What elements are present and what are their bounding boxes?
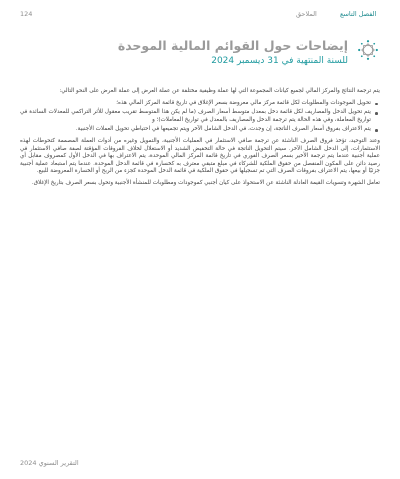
- list-item: تحويل الموجودات والمطلوبات لكل قائمة مركز مالي معروضة بسعر الإغلاق في تاريخ قائمة المركز المالي هذه؛: [20, 100, 371, 108]
- goodwill-paragraph: تعامل الشهرة وتسويات القيمة العادلة الناشئة عن الاستحواذ على كيان أجنبي كموجودات ومطلوبات للمنشأة الأجنبية وتحول بسعر الصرف بتاريخ الإغلاق.: [31, 179, 380, 186]
- consolidation-paragraph: وعند التوحيد، تؤخذ فروق الصرف الناشئة عن ترجمة صافي الاستثمار في العمليات الأجنبية، والتمويل وغيره من أدوات العملة المصممة كتحوطات لهذه الاستثمارات، إلى الدخل الشامل الآخر. سيتم التحويل الناتجة في حالة التخفيض الشديد أو الاستغلال لخلاف الفروقات المؤقتة لصفة صافي الاستثمار في عملية أجنبية عندما يتم ترجمة الأخير بسعر الصرف الفوري في تاريخ قائمة المركز المالي الموحدة، يتم الاعتراف بها في الدخل الأول كمصروف مقابل أي رصيد دائن على المكون المنفصل من حقوق الملكية للشركاء في مبلغ متبقي معترف به كخسارة في قائمة الدخل الموحدة. عندما يتم استبعاد عملية أجنبية جزئيًا أو بيعها، يتم الاعتراف بفروقات الصرف التي تم تسجيلها في حقوق الملكية في قائمة الدخل الموحدة كجزء من الربح أو الخسارة المعروضة للبيع.: [20, 137, 380, 175]
- intro-paragraph: يتم ترجمة النتائج والمركز المالي لجميع كيانات المجموعة التي لها عملة وظيفية مختلفة عن عملة العرض إلى عملة العرض على النحو التالي:: [59, 88, 380, 94]
- header-appendix-label: الملاحق: [296, 10, 317, 18]
- header-chapter-label: الفصل التاسع: [340, 10, 377, 18]
- footer-report-name: التقرير السنوي 2024: [20, 459, 79, 467]
- section-subtitle: للسنة المنتهية في 31 ديسمبر 2024: [211, 56, 348, 66]
- company-logo-icon: [357, 39, 379, 61]
- section-title: إيضاحات حول القوائم المالية الموحدة: [117, 38, 348, 53]
- list-item: يتم الاعتراف بفروق أسعار الصرف الناتجة، إن وجدت، في الدخل الشامل الآخر ويتم تجميعها في احتياطي تحويل العملات الأجنبية.: [20, 126, 371, 134]
- translation-rules-list: [20, 100, 380, 134]
- list-item: يتم تحويل الدخل والمصاريف لكل قائمة دخل بمعدل متوسط أسعار الصرف (ما لم يكن هذا المتوسط تقريب معقول للأثر التراكمي للمعدلات السائدة في تواريخ المعاملة، وفي هذه الحالة يتم ترجمة الدخل والمصاريف بالمعدل في تواريخ المعاملات)؛ و: [20, 109, 371, 123]
- page-number: 124: [20, 10, 33, 18]
- page-header: [0, 10, 400, 24]
- notes-body: [20, 88, 380, 192]
